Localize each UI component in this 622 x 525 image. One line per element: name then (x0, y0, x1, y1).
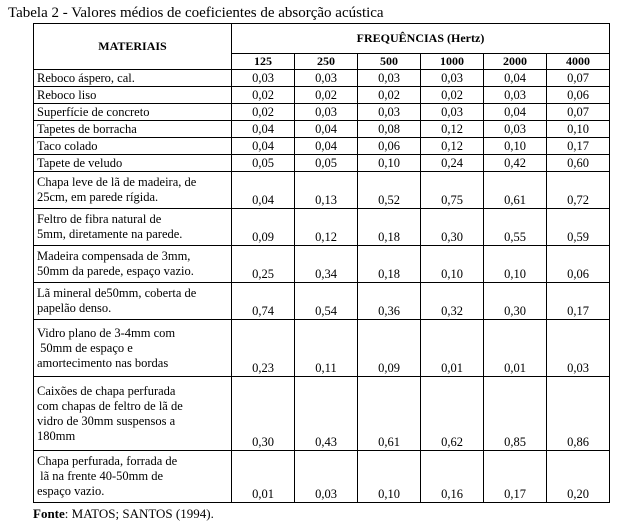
material-name-line: Madeira compensada de 3mm, (37, 249, 191, 263)
coefficient-cell: 0,09 (358, 320, 421, 377)
coefficient-cell: 0,03 (295, 70, 358, 87)
coefficient-cell: 0,03 (484, 121, 547, 138)
material-name-line: 25cm, em parede rígida. (37, 190, 159, 204)
material-name-line: 180mm (37, 428, 76, 443)
coefficient-cell: 0,04 (295, 138, 358, 155)
coefficient-cell: 0,03 (358, 70, 421, 87)
coefficient-cell: 0,10 (358, 155, 421, 172)
coefficient-cell: 0,18 (358, 209, 421, 246)
material-name (34, 155, 232, 172)
table-row (34, 87, 610, 104)
material-name (34, 138, 232, 155)
coefficient-cell: 0,08 (358, 121, 421, 138)
coefficient-cell: 0,17 (484, 451, 547, 503)
table-row (34, 377, 610, 451)
coefficient-cell: 0,30 (484, 283, 547, 320)
coefficient-cell: 0,05 (232, 155, 295, 172)
material-name-line: Reboco liso (37, 87, 97, 102)
frequency-header-2000: 2000 (484, 54, 547, 70)
frequency-header-1000: 1000 (421, 54, 484, 70)
coefficient-cell: 0,17 (547, 283, 610, 320)
material-name (34, 246, 232, 283)
material-name-line: lã na frente 40-50mm de (37, 469, 163, 483)
source-text: : MATOS; SANTOS (1994). (64, 506, 214, 521)
coefficient-cell: 0,02 (358, 87, 421, 104)
coefficient-cell: 0,61 (358, 377, 421, 451)
coefficient-cell: 0,10 (421, 246, 484, 283)
coefficient-cell: 0,09 (232, 209, 295, 246)
coefficient-cell: 0,03 (421, 104, 484, 121)
table-row (34, 283, 610, 320)
coefficient-cell: 0,52 (358, 172, 421, 209)
material-name-line: Caixões de chapa perfurada (37, 383, 176, 398)
source-label: Fonte (33, 506, 65, 521)
coefficient-cell: 0,12 (421, 121, 484, 138)
coefficient-cell: 0,32 (421, 283, 484, 320)
coefficient-cell: 0,61 (484, 172, 547, 209)
coefficient-cell: 0,12 (295, 209, 358, 246)
coefficient-cell: 0,10 (547, 121, 610, 138)
table-row (34, 70, 610, 87)
coefficient-cell: 0,30 (421, 209, 484, 246)
coefficient-cell: 0,17 (547, 138, 610, 155)
material-name-line: 50mm de espaço e (37, 340, 133, 355)
coefficient-cell: 0,06 (547, 246, 610, 283)
material-name-line: 50mm da parede, espaço vazio. (37, 264, 194, 278)
coefficient-cell: 0,55 (484, 209, 547, 246)
coefficient-cell: 0,01 (421, 320, 484, 377)
coefficient-cell: 0,11 (295, 320, 358, 377)
coefficient-cell: 0,54 (295, 283, 358, 320)
coefficient-cell: 0,34 (295, 246, 358, 283)
coefficient-cell: 0,25 (232, 246, 295, 283)
frequency-header-4000: 4000 (547, 54, 610, 70)
coefficient-cell: 0,04 (484, 70, 547, 87)
coefficient-cell: 0,01 (232, 451, 295, 503)
table-row (34, 320, 610, 377)
coefficient-cell: 0,06 (547, 87, 610, 104)
material-name-line: Vidro plano de 3-4mm com (37, 325, 176, 340)
source-note (33, 506, 214, 522)
materials-header: MATERIAIS (34, 24, 232, 70)
table-row (34, 451, 610, 503)
coefficient-cell: 0,30 (232, 377, 295, 451)
coefficient-cell: 0,05 (295, 155, 358, 172)
coefficient-cell: 0,24 (421, 155, 484, 172)
table-row (34, 104, 610, 121)
table-row (34, 155, 610, 172)
table-row (34, 121, 610, 138)
coefficient-cell: 0,04 (232, 172, 295, 209)
material-name-line: espaço vazio. (37, 484, 105, 498)
material-name-line: papelão denso. (37, 301, 112, 315)
coefficient-cell: 0,02 (421, 87, 484, 104)
coefficient-cell: 0,36 (358, 283, 421, 320)
coefficient-cell: 0,42 (484, 155, 547, 172)
coefficient-cell: 0,60 (547, 155, 610, 172)
frequency-header-500: 500 (358, 54, 421, 70)
material-name (34, 104, 232, 121)
material-name (34, 451, 232, 503)
coefficient-cell: 0,04 (232, 121, 295, 138)
frequency-header-250: 250 (295, 54, 358, 70)
coefficient-cell: 0,59 (547, 209, 610, 246)
coefficient-cell: 0,03 (232, 70, 295, 87)
material-name-line: Feltro de fibra natural de (37, 212, 162, 226)
material-name-line: Tapete de veludo (37, 155, 123, 170)
coefficient-cell: 0,75 (421, 172, 484, 209)
coefficient-cell: 0,18 (358, 246, 421, 283)
coefficient-cell: 0,43 (295, 377, 358, 451)
coefficient-cell: 0,20 (547, 451, 610, 503)
coefficient-cell: 0,07 (547, 104, 610, 121)
material-name (34, 87, 232, 104)
coefficient-cell: 0,03 (295, 104, 358, 121)
material-name-line: Tapetes de borracha (37, 121, 137, 136)
coefficient-cell: 0,03 (358, 104, 421, 121)
material-name (34, 283, 232, 320)
material-name-line: Lã mineral de50mm, coberta de (37, 286, 197, 300)
material-name-line: Reboco áspero, cal. (37, 70, 135, 85)
coefficient-cell: 0,03 (295, 451, 358, 503)
coefficient-cell: 0,02 (295, 87, 358, 104)
coefficient-cell: 0,23 (232, 320, 295, 377)
table-body (34, 70, 610, 503)
coefficient-cell: 0,03 (547, 320, 610, 377)
coefficient-cell: 0,12 (421, 138, 484, 155)
table-row (34, 138, 610, 155)
coefficient-cell: 0,72 (547, 172, 610, 209)
material-name-line: Superfície de concreto (37, 104, 150, 119)
coefficient-cell: 0,03 (484, 87, 547, 104)
material-name (34, 320, 232, 377)
coefficient-cell: 0,03 (421, 70, 484, 87)
material-name (34, 70, 232, 87)
coefficient-cell: 0,04 (232, 138, 295, 155)
coefficient-cell: 0,13 (295, 172, 358, 209)
coefficient-cell: 0,10 (484, 246, 547, 283)
material-name-line: Chapa leve de lã de madeira, de (37, 175, 197, 189)
table-row (34, 172, 610, 209)
frequency-header-125: 125 (232, 54, 295, 70)
coefficient-cell: 0,62 (421, 377, 484, 451)
coefficient-cell: 0,86 (547, 377, 610, 451)
material-name (34, 377, 232, 451)
material-name-line: Taco colado (37, 138, 98, 153)
coefficient-cell: 0,06 (358, 138, 421, 155)
material-name (34, 209, 232, 246)
coefficient-cell: 0,10 (484, 138, 547, 155)
material-name-line: com chapas de feltro de lã de (37, 398, 183, 413)
coefficient-cell: 0,07 (547, 70, 610, 87)
absorption-table (33, 23, 610, 503)
material-name-line: 5mm, diretamente na parede. (37, 227, 183, 241)
material-name-line: amortecimento nas bordas (37, 355, 169, 370)
coefficient-cell: 0,02 (232, 87, 295, 104)
coefficient-cell: 0,10 (358, 451, 421, 503)
coefficient-cell: 0,16 (421, 451, 484, 503)
coefficient-cell: 0,74 (232, 283, 295, 320)
material-name-line: Chapa perfurada, forrada de (37, 454, 178, 468)
coefficient-cell: 0,02 (232, 104, 295, 121)
coefficient-cell: 0,85 (484, 377, 547, 451)
frequencies-header: FREQUÊNCIAS (Hertz) (232, 24, 610, 54)
table-row (34, 246, 610, 283)
material-name (34, 172, 232, 209)
table-caption: Tabela 2 - Valores médios de coeficientes de absorção acústica (8, 5, 384, 21)
coefficient-cell: 0,04 (295, 121, 358, 138)
material-name-line: vidro de 30mm suspensos a (37, 413, 176, 428)
coefficient-cell: 0,04 (484, 104, 547, 121)
coefficient-cell: 0,01 (484, 320, 547, 377)
table-row (34, 209, 610, 246)
material-name (34, 121, 232, 138)
